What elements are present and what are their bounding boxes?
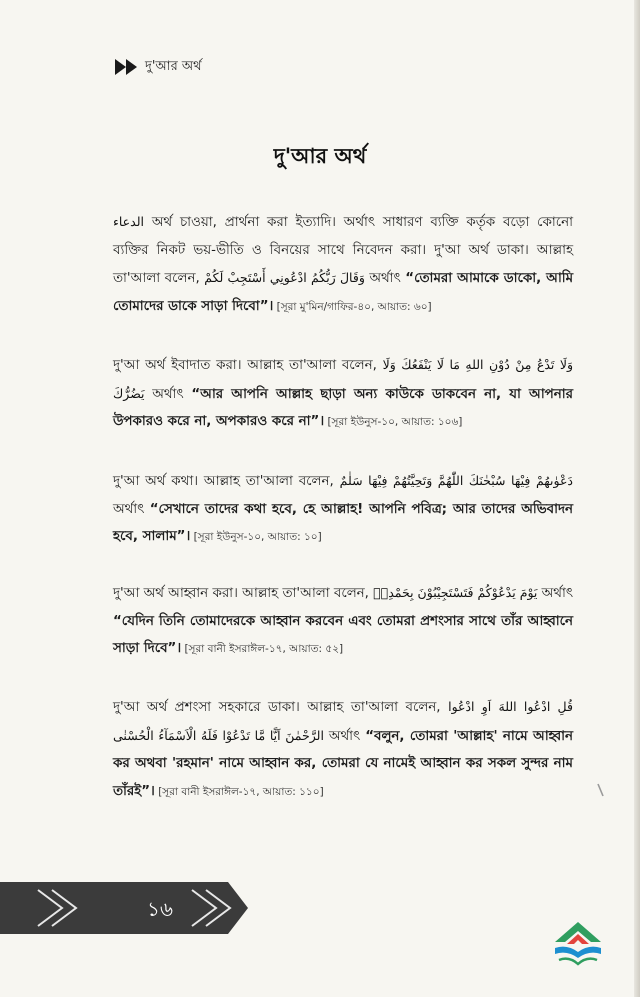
pencil-mark	[597, 783, 605, 797]
body-text: অর্থাৎ	[113, 501, 150, 517]
body-text: অর্থ চাওয়া, প্রার্থনা করা ইত্যাদি। অর্থাৎ সাধারণ ব্যক্তি কর্তৃক বড়ো কোনো ব্যক্তির নিকট ভয়-ভীতি ও বিনয়ের সাথে নিবেদন করা। দু'আ অর্থ ডাকা। আল্লাহ তা'আলা বলেন,	[113, 215, 573, 286]
paragraph-3	[113, 467, 573, 552]
verse-reference: [সূরা মু'মিন/গাফির-৪০, আয়াত: ৬০]	[273, 300, 432, 313]
translation-quote: “আর আপনি আল্লাহ ছাড়া অন্য কাউকে ডাকবেন না, যা আপনার উপকারও করে না, অপকারও করে না”।	[113, 386, 573, 429]
paragraph-4	[113, 579, 573, 664]
body-text: অর্থাৎ	[323, 728, 366, 744]
arabic-verse: يَوْمَ يَدْعُوْكُمْ فَتَسْتَجِيْبُوْنَ بِحَمْدِهٖ	[373, 585, 538, 600]
verse-reference: [সূরা বানী ইসরাঈল-১৭, আয়াত: ৫২]	[181, 643, 344, 655]
double-arrow-icon	[115, 59, 139, 75]
body-text: অর্থাৎ	[364, 271, 406, 286]
translation-quote: “সেখানে তাদের কথা হবে, হে আল্লাহ! আপনি পবিত্র; আর তাদের অভিবাদন হবে, সালাম”।	[113, 501, 573, 544]
translation-quote: “তোমরা আমাকে ডাকো, আমি তোমাদের ডাকে সাড়া দিবো”।	[113, 271, 574, 314]
running-header-title: দু'আর অর্থ	[145, 58, 202, 74]
arabic-verse: دَعْوٰىهُمْ فِيْهَا سُبْحٰنَكَ اللّٰهُمَّ وَتَحِيَّتُهُمْ فِيْهَا سَلٰمٌ	[339, 473, 573, 488]
body-text: অর্থাৎ	[537, 586, 573, 601]
arabic-verse: وَلَا تَدْعُ مِنْ دُوْنِ اللهِ مَا لَا يَنْفَعُكَ وَلَا يَضُرُّكَ	[113, 357, 573, 401]
arabic-verse: وَقَالَ رَبُّكُمُ ادْعُونِي أَسْتَجِبْ لَكُمْ	[204, 270, 365, 285]
body-text: দু'আ অর্থ ইবাদাত করা। আল্লাহ তা'আলা বলেন,	[113, 358, 383, 373]
verse-reference: [সূরা বানী ইসরাঈল-১৭, আয়াত: ১১০]	[154, 785, 324, 798]
page-number: ১৬	[147, 897, 173, 921]
running-header	[115, 55, 202, 79]
paragraph-2	[113, 351, 573, 437]
arabic-text: الدعاء	[113, 214, 144, 229]
verse-reference: [সূরা ইউনুস-১০, আয়াত: ১০]	[190, 531, 322, 543]
publisher-logo-icon	[549, 918, 607, 972]
translation-quote: “যেদিন তিনি তোমাদেরকে আহ্বান করবেন এবং তোমরা প্রশংসার সাথে তাঁর আহ্বানে সাড়া দিবে”।	[113, 613, 573, 656]
body-text: অর্থাৎ	[144, 386, 192, 402]
body-text: দু'আ অর্থ আহ্বান করা। আল্লাহ তা'আলা বলেন,	[113, 586, 374, 601]
paragraph-1	[113, 208, 573, 321]
verse-reference: [সূরা ইউনুস-১০, আয়াত: ১০৬]	[324, 416, 463, 428]
paragraph-5	[113, 693, 573, 806]
footer-band	[0, 882, 248, 934]
arabic-verse: قُلِ ادْعُوا اللهَ اَوِ ادْعُوا الرَّحْمٰنَ اَيًّا مَّا تَدْعُوْا فَلَهُ الْاَسْمَآءُ الْحُسْنٰى	[113, 699, 573, 743]
translation-quote: “বলুন, তোমরা 'আল্লাহ' নামে আহ্বান কর অথবা 'রহমান' নামে আহ্বান কর, তোমরা যে নামেই আহ্বান কর সকল সুন্দর নাম তাঁরই”।	[113, 728, 573, 799]
chapter-title: দু'আর অর্থ	[273, 144, 367, 168]
body-text: দু'আ অর্থ প্রশংসা সহকারে ডাকা। আল্লাহ তা'আলা বলেন,	[113, 700, 449, 715]
body-text: দু'আ অর্থ কথা। আল্লাহ তা'আলা বলেন,	[113, 474, 340, 489]
